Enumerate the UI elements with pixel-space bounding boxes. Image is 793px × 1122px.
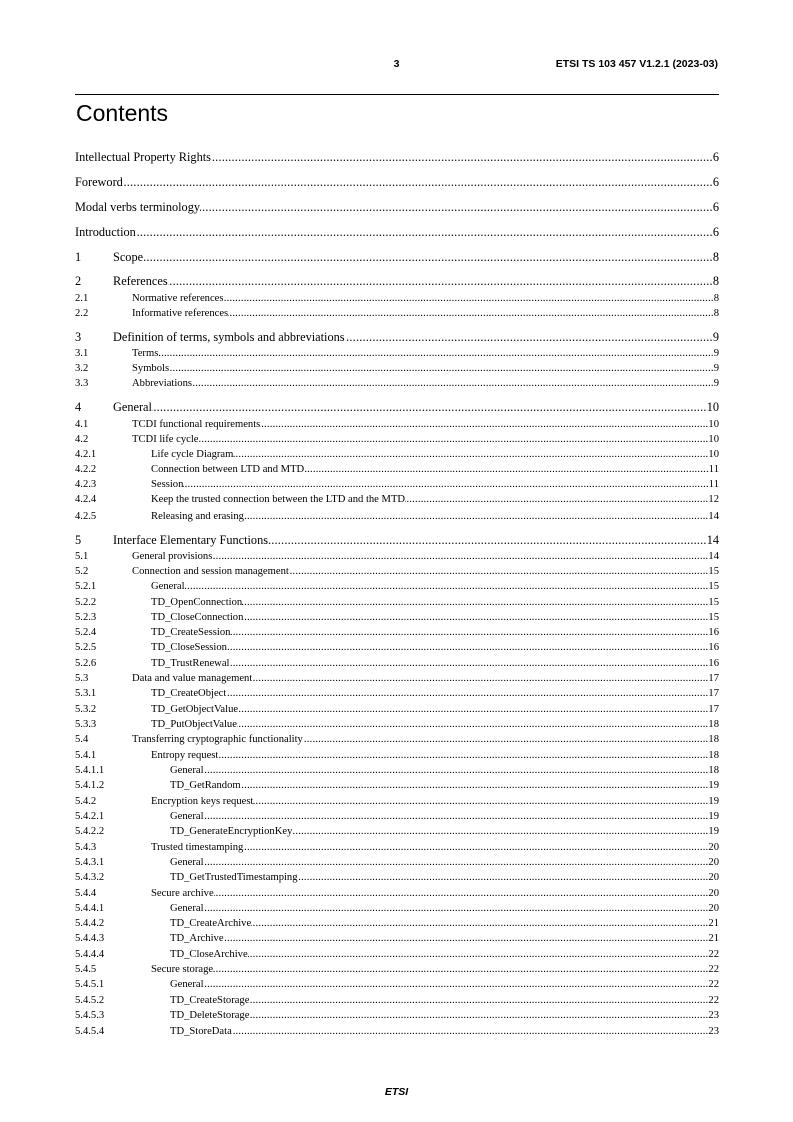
toc-entry[interactable] (75, 1008, 719, 1021)
toc-entry-title: TCDI life cycle (132, 434, 199, 445)
toc-entry-title: Abbreviations (132, 378, 193, 389)
toc-leader-dots (183, 477, 708, 490)
toc-entry-page: 19 (708, 811, 719, 822)
page-number: 3 (393, 58, 400, 70)
toc-entry-number: 4.2.2 (75, 464, 97, 475)
toc-entry-title: General (170, 765, 204, 776)
toc-entry-number: 5.4.4.4 (75, 949, 105, 960)
toc-entry-title: TD_GenerateEncryptionKey (170, 826, 293, 837)
toc-entry-number: 5.4.2.1 (75, 811, 105, 822)
toc-entry-number: 3.2 (75, 363, 89, 374)
toc-entry[interactable] (75, 671, 719, 684)
toc-entry-title: Data and value management (132, 673, 253, 684)
toc-entry-title: TD_CreateSession (151, 627, 231, 638)
toc-entry[interactable] (75, 993, 719, 1006)
toc-leader-dots (304, 462, 709, 475)
toc-entry-title: Terms (132, 348, 159, 359)
toc-entry-title: General (170, 857, 204, 868)
toc-entry[interactable] (75, 306, 719, 319)
toc-entry[interactable] (75, 595, 719, 608)
toc-entry-number: 5.4.2.2 (75, 826, 105, 837)
toc-entry-number: 5.3.1 (75, 688, 97, 699)
toc-entry-page: 8 (713, 293, 719, 304)
toc-entry-title: General (170, 903, 204, 914)
toc-entry-page: 10 (708, 434, 719, 445)
toc-entry-title: Modal verbs terminology (75, 200, 200, 214)
toc-leader-dots (198, 432, 708, 445)
toc-entry-number: 4.2.4 (75, 494, 97, 505)
toc-entry[interactable] (75, 732, 719, 745)
toc-entry[interactable] (75, 610, 719, 623)
toc-entry-title: Introduction (75, 225, 136, 239)
toc-entry[interactable] (75, 778, 719, 791)
toc-entry-number: 4.1 (75, 419, 89, 430)
toc-entry-title: Session (151, 479, 184, 490)
toc-leader-dots (260, 417, 708, 430)
toc-leader-dots (243, 610, 708, 623)
toc-entry[interactable] (75, 640, 719, 653)
toc-entry-title: Foreword (75, 175, 123, 189)
toc-leader-dots (211, 150, 713, 165)
toc-entry[interactable] (75, 947, 719, 960)
toc-entry-title: Informative references (132, 308, 229, 319)
toc-entry-title: TD_StoreData (170, 1026, 232, 1037)
toc-leader-dots (345, 330, 713, 345)
toc-entry[interactable] (75, 509, 719, 522)
toc-entry-title: Definition of terms, symbols and abbreviations (113, 330, 345, 344)
toc-entry[interactable] (75, 549, 719, 562)
toc-entry-number: 5.1 (75, 551, 89, 562)
toc-entry-page: 20 (708, 903, 719, 914)
toc-leader-dots (230, 625, 708, 638)
toc-leader-dots (251, 916, 708, 929)
toc-entry[interactable] (75, 579, 719, 592)
toc-leader-dots (248, 947, 709, 960)
toc-entry-number: 4 (75, 400, 82, 414)
toc-entry-number: 5.2.6 (75, 658, 97, 669)
toc-entry[interactable] (75, 200, 719, 215)
toc-entry-title: TD_CloseSession (151, 642, 227, 653)
toc-entry-title: General (151, 581, 185, 592)
toc-entry-page: 21 (708, 918, 719, 929)
toc-entry[interactable] (75, 794, 719, 807)
toc-entry-page: 16 (708, 627, 719, 638)
toc-leader-dots (229, 656, 708, 669)
toc-entry-number: 5.2.1 (75, 581, 97, 592)
toc-entry-title: Connection between LTD and MTD (151, 464, 305, 475)
toc-entry-page: 9 (713, 378, 719, 389)
toc-entry[interactable] (75, 824, 719, 837)
toc-leader-dots (232, 1024, 709, 1037)
toc-entry-title: TD_TrustRenewal (151, 658, 230, 669)
toc-entry-number: 5.4.5.3 (75, 1010, 105, 1021)
toc-entry[interactable] (75, 1024, 719, 1037)
toc-entry[interactable] (75, 150, 719, 165)
header-rule (75, 94, 719, 95)
toc-entry-number: 5.2.5 (75, 642, 97, 653)
toc-entry[interactable] (75, 901, 719, 914)
toc-entry-page: 20 (708, 857, 719, 868)
toc-entry-number: 5.3 (75, 673, 89, 684)
toc-entry-number: 4.2.5 (75, 511, 97, 522)
toc-leader-dots (136, 225, 713, 240)
toc-leader-dots (169, 361, 714, 374)
toc-entry-title: General provisions (132, 551, 213, 562)
toc-entry-number: 2.1 (75, 293, 89, 304)
toc-leader-dots (158, 346, 713, 359)
page-title: Contents (76, 100, 169, 126)
toc-leader-dots (228, 306, 714, 319)
toc-leader-dots (253, 794, 708, 807)
toc-leader-dots (218, 748, 708, 761)
toc-entry[interactable] (75, 274, 719, 289)
toc-entry-number: 4.2 (75, 434, 89, 445)
toc-entry-page: 9 (712, 330, 719, 344)
toc-leader-dots (237, 717, 708, 730)
toc-entry-page: 16 (708, 658, 719, 669)
toc-entry-title: Transferring cryptographic functionality (132, 734, 303, 745)
toc-entry-page: 6 (712, 150, 719, 164)
toc-entry-number: 5.4.5.2 (75, 995, 105, 1006)
toc-entry-title: TD_Archive (170, 933, 224, 944)
toc-entry[interactable] (75, 886, 719, 899)
toc-leader-dots (204, 809, 709, 822)
toc-entry-number: 2 (75, 274, 82, 288)
toc-entry[interactable] (75, 250, 719, 265)
toc-entry-page: 10 (706, 400, 719, 414)
toc-leader-dots (152, 400, 707, 415)
toc-leader-dots (292, 824, 708, 837)
toc-entry[interactable] (75, 477, 719, 490)
toc-entry[interactable] (75, 702, 719, 715)
toc-entry[interactable] (75, 447, 719, 460)
toc-entry-page: 15 (708, 597, 719, 608)
toc-entry-page: 18 (708, 734, 719, 745)
toc-entry-number: 5.4.3 (75, 842, 97, 853)
toc-entry-page: 22 (708, 949, 719, 960)
toc-leader-dots (168, 274, 713, 289)
toc-entry-title: TD_CreateObject (151, 688, 227, 699)
toc-entry-page: 19 (708, 796, 719, 807)
toc-leader-dots (241, 778, 709, 791)
toc-entry-title: General (170, 811, 204, 822)
toc-leader-dots (226, 686, 708, 699)
toc-entry[interactable] (75, 417, 719, 430)
toc-leader-dots (223, 291, 713, 304)
toc-entry-title: TD_DeleteStorage (170, 1010, 250, 1021)
footer-label: ETSI (384, 1086, 409, 1098)
toc-entry[interactable] (75, 916, 719, 929)
toc-entry-page: 18 (708, 750, 719, 761)
toc-entry-page: 12 (708, 494, 719, 505)
toc-entry-number: 5 (75, 533, 82, 547)
toc-entry-number: 2.2 (75, 308, 89, 319)
toc-entry[interactable] (75, 492, 719, 505)
toc-entry-page: 8 (713, 308, 719, 319)
toc-entry-number: 5.4.4 (75, 888, 97, 899)
toc-entry-page: 9 (713, 348, 719, 359)
toc-entry-number: 5.4.3.1 (75, 857, 105, 868)
toc-entry-number: 5.4.1 (75, 750, 97, 761)
toc-entry-number: 5.3.3 (75, 719, 97, 730)
toc-entry[interactable] (75, 840, 719, 853)
toc-entry[interactable] (75, 400, 719, 415)
toc-entry-number: 5.4.5 (75, 964, 97, 975)
toc-entry-page: 14 (708, 511, 719, 522)
toc-leader-dots (268, 533, 707, 548)
toc-leader-dots (214, 886, 709, 899)
toc-entry-number: 5.2.2 (75, 597, 97, 608)
toc-entry-page: 20 (708, 872, 719, 883)
toc-leader-dots (303, 732, 709, 745)
toc-entry-title: TD_GetTrustedTimestamping (170, 872, 298, 883)
toc-entry-page: 8 (712, 274, 719, 288)
toc-entry-title: TD_CreateStorage (170, 995, 250, 1006)
toc-entry-title: TD_GetRandom (170, 780, 241, 791)
toc-entry-page: 15 (708, 581, 719, 592)
toc-entry-page: 15 (708, 566, 719, 577)
toc-entry-title: General (170, 979, 204, 990)
toc-entry-page: 22 (708, 995, 719, 1006)
toc-entry-page: 16 (708, 642, 719, 653)
toc-entry-title: Scope (113, 250, 144, 264)
toc-entry[interactable] (75, 962, 719, 975)
toc-entry[interactable] (75, 686, 719, 699)
toc-entry-page: 19 (708, 780, 719, 791)
toc-entry[interactable] (75, 175, 719, 190)
toc-entry[interactable] (75, 361, 719, 374)
toc-entry-title: General (113, 400, 152, 414)
toc-entry-page: 6 (712, 225, 719, 239)
toc-entry-title: References (113, 274, 168, 288)
toc-leader-dots (204, 763, 709, 776)
toc-entry-title: TD_PutObjectValue (151, 719, 237, 730)
toc-entry-page: 20 (708, 888, 719, 899)
toc-entry-title: TD_OpenConnection (151, 597, 243, 608)
toc-entry-page: 15 (708, 612, 719, 623)
toc-entry-page: 23 (708, 1026, 719, 1037)
toc-leader-dots (249, 993, 708, 1006)
toc-entry-page: 14 (708, 551, 719, 562)
toc-entry-number: 5.4.4.2 (75, 918, 105, 929)
toc-entry[interactable] (75, 717, 719, 730)
toc-entry-page: 6 (712, 200, 719, 214)
toc-entry[interactable] (75, 533, 719, 548)
toc-entry-page: 6 (712, 175, 719, 189)
toc-entry-title: Interface Elementary Functions (113, 533, 269, 547)
toc-entry-number: 5.4.4.1 (75, 903, 105, 914)
toc-entry-number: 4.2.1 (75, 449, 97, 460)
toc-leader-dots (143, 250, 713, 265)
toc-entry[interactable] (75, 330, 719, 345)
toc-leader-dots (298, 870, 709, 883)
toc-entry-page: 22 (708, 979, 719, 990)
toc-entry-number: 4.2.3 (75, 479, 97, 490)
toc-leader-dots (212, 549, 708, 562)
toc-entry-title: Connection and session management (132, 566, 289, 577)
toc-entry-page: 17 (708, 688, 719, 699)
toc-entry-title: Releasing and erasing (151, 511, 244, 522)
toc-entry-number: 5.4.5.1 (75, 979, 105, 990)
toc-entry-page: 17 (708, 673, 719, 684)
toc-entry[interactable] (75, 432, 719, 445)
toc-leader-dots (249, 1008, 708, 1021)
toc-entry-title: TD_CloseArchive (170, 949, 248, 960)
toc-entry-number: 5.4.2 (75, 796, 97, 807)
toc-entry-page: 20 (708, 842, 719, 853)
toc-leader-dots (238, 702, 708, 715)
toc-entry[interactable] (75, 564, 719, 577)
toc-entry-title: Secure archive (151, 888, 214, 899)
toc-entry[interactable] (75, 855, 719, 868)
toc-entry-page: 9 (713, 363, 719, 374)
toc-entry[interactable] (75, 376, 719, 389)
toc-entry[interactable] (75, 931, 719, 944)
toc-entry-number: 3.3 (75, 378, 89, 389)
toc-leader-dots (227, 640, 708, 653)
toc-leader-dots (289, 564, 709, 577)
toc-entry-page: 23 (708, 1010, 719, 1021)
toc-entry-number: 5.4.1.1 (75, 765, 105, 776)
toc-entry-page: 17 (708, 704, 719, 715)
toc-leader-dots (204, 855, 709, 868)
toc-entry-number: 5.4 (75, 734, 89, 745)
toc-entry-number: 5.2.3 (75, 612, 97, 623)
toc-entry-page: 22 (708, 964, 719, 975)
toc-leader-dots (204, 977, 709, 990)
toc-entry[interactable] (75, 809, 719, 822)
toc-entry-page: 11 (708, 479, 719, 490)
toc-entry-title: Entropy request (151, 750, 219, 761)
toc-entry-number: 5.2.4 (75, 627, 97, 638)
toc-entry-title: Encryption keys request (151, 796, 254, 807)
toc-leader-dots (244, 509, 708, 522)
toc-entry-number: 3 (75, 330, 82, 344)
toc-entry-page: 18 (708, 765, 719, 776)
toc-entry-title: Keep the trusted connection between the LTD and the MTD (151, 494, 406, 505)
toc-leader-dots (233, 447, 708, 460)
toc-entry-page: 18 (708, 719, 719, 730)
toc-entry-page: 8 (712, 250, 719, 264)
toc-leader-dots (224, 931, 709, 944)
toc-entry-number: 1 (75, 250, 82, 264)
toc-leader-dots (200, 200, 713, 215)
toc-entry[interactable] (75, 625, 719, 638)
toc-leader-dots (252, 671, 708, 684)
toc-entry-title: Normative references (132, 293, 224, 304)
toc-entry-page: 10 (708, 449, 719, 460)
toc-entry-page: 11 (708, 464, 719, 475)
toc-entry-number: 5.4.5.4 (75, 1026, 105, 1037)
toc-entry[interactable] (75, 748, 719, 761)
toc-entry[interactable] (75, 346, 719, 359)
toc-leader-dots (185, 579, 709, 592)
toc-entry[interactable] (75, 225, 719, 240)
toc-entry-number: 5.4.3.2 (75, 872, 105, 883)
toc-entry-number: 5.4.1.2 (75, 780, 105, 791)
toc-entry[interactable] (75, 870, 719, 883)
toc-entry-title: Secure storage (151, 964, 214, 975)
toc-entry-title: Trusted timestamping (151, 842, 244, 853)
toc-entry-page: 14 (706, 533, 719, 547)
toc-entry[interactable] (75, 656, 719, 669)
toc-entry-page: 21 (708, 933, 719, 944)
toc-leader-dots (213, 962, 708, 975)
toc-entry[interactable] (75, 763, 719, 776)
toc-leader-dots (405, 492, 708, 505)
toc-entry-title: TD_GetObjectValue (151, 704, 239, 715)
toc-entry-title: Intellectual Property Rights (75, 150, 211, 164)
toc-entry-number: 5.4.4.3 (75, 933, 105, 944)
toc-entry-title: TD_CreateArchive (170, 918, 252, 929)
toc-entry[interactable] (75, 977, 719, 990)
toc-leader-dots (192, 376, 714, 389)
toc-entry-page: 10 (708, 419, 719, 430)
toc-leader-dots (123, 175, 713, 190)
document-reference: ETSI TS 103 457 V1.2.1 (2023-03) (555, 58, 718, 70)
toc-entry-title: Symbols (132, 363, 170, 374)
toc-entry[interactable] (75, 462, 719, 475)
toc-entry-page: 19 (708, 826, 719, 837)
toc-entry-title: TD_CloseConnection (151, 612, 244, 623)
toc-entry-number: 3.1 (75, 348, 89, 359)
toc-entry-number: 5.2 (75, 566, 89, 577)
toc-entry[interactable] (75, 291, 719, 304)
toc-entry-number: 5.3.2 (75, 704, 97, 715)
toc-leader-dots (204, 901, 709, 914)
toc-entry-title: TCDI functional requirements (132, 419, 261, 430)
toc-leader-dots (243, 840, 708, 853)
toc-entry-title: Life cycle Diagram (151, 449, 234, 460)
toc-leader-dots (242, 595, 708, 608)
